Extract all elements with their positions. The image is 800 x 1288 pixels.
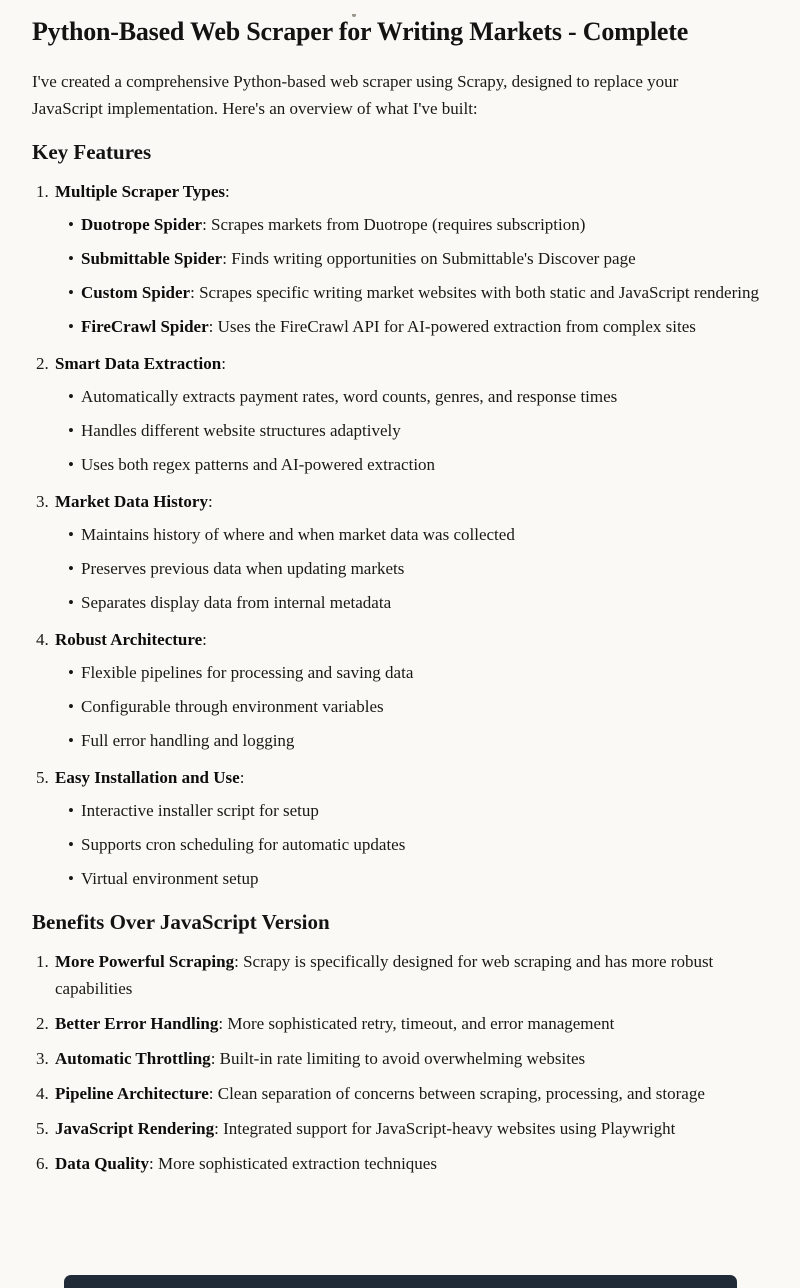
item-number: 4. <box>36 630 49 649</box>
bullet-label: Custom Spider <box>81 283 191 302</box>
item-number: 1. <box>36 952 49 971</box>
item-label: Market Data History <box>55 492 208 511</box>
intro-paragraph: I've created a comprehensive Python-based web scraper using Scrapy, designed to replace your JavaScript implementation. Here's an overview of what I've built: <box>32 72 679 118</box>
numbered-item: 2. Better Error Handling: More sophisticated retry, timeout, and error management <box>55 1010 767 1037</box>
numbered-item: 2. Smart Data Extraction: • Automatically extracts payment rates, word counts, genres, and response times • Handles different website structures adaptively • Uses both regex patterns and AI-powered extraction <box>55 350 767 478</box>
page-title: Python-Based Web Scraper for Writing Markets - Complete <box>32 17 689 46</box>
item-label: Smart Data Extraction <box>55 354 222 373</box>
markdown-response-body <box>0 14 800 1177</box>
item-number: 3. <box>36 1049 49 1068</box>
numbered-list <box>32 948 767 1177</box>
item-number: 3. <box>36 492 49 511</box>
bullet-label: Submittable Spider <box>81 249 223 268</box>
numbered-item: 1. More Powerful Scraping: Scrapy is specifically designed for web scraping and has more robust capabilities <box>55 948 767 1002</box>
bullet-item: • Automatically extracts payment rates, word counts, genres, and response times <box>81 383 767 410</box>
bullet-item: • Uses both regex patterns and AI-powered extraction <box>81 451 767 478</box>
item-number: 2. <box>36 1014 49 1033</box>
bullet-item: • Configurable through environment variables <box>81 693 767 720</box>
item-label: Pipeline Architecture <box>55 1084 209 1103</box>
bullet-item: • Full error handling and logging <box>81 727 767 754</box>
section-heading: Benefits Over JavaScript Version <box>32 910 330 934</box>
numbered-list <box>32 178 767 892</box>
bullet-item: • Virtual environment setup <box>81 865 767 892</box>
bullet-item: • Supports cron scheduling for automatic updates <box>81 831 767 858</box>
bullet-item: • Duotrope Spider: Scrapes markets from Duotrope (requires subscription) <box>81 211 767 238</box>
numbered-item: 3. Automatic Throttling: Built-in rate limiting to avoid overwhelming websites <box>55 1045 767 1072</box>
item-number: 5. <box>36 768 49 787</box>
bullet-label: Duotrope Spider <box>81 215 203 234</box>
bullet-item: • Separates display data from internal metadata <box>81 589 767 616</box>
bullet-list <box>55 211 767 340</box>
bullet-list <box>55 383 767 478</box>
item-label: Robust Architecture <box>55 630 203 649</box>
bullet-label: FireCrawl Spider <box>81 317 209 336</box>
item-number: 2. <box>36 354 49 373</box>
item-label: Multiple Scraper Types <box>55 182 225 201</box>
section-heading: Key Features <box>32 140 152 164</box>
bullet-item: • Handles different website structures adaptively <box>81 417 767 444</box>
numbered-item: 4. Robust Architecture: • Flexible pipelines for processing and saving data • Configurable through environment variables • Full error handling and logging <box>55 626 767 754</box>
item-label: Automatic Throttling <box>55 1049 211 1068</box>
item-number: 6. <box>36 1154 49 1173</box>
numbered-item: 3. Market Data History: • Maintains history of where and when market data was collected • Preserves previous data when updating markets • Separates display data from internal metadata <box>55 488 767 616</box>
numbered-item: 6. Data Quality: More sophisticated extraction techniques <box>55 1150 767 1177</box>
item-label: Easy Installation and Use <box>55 768 240 787</box>
numbered-item: 5. JavaScript Rendering: Integrated support for JavaScript-heavy websites using Playwright <box>55 1115 767 1142</box>
bullet-list <box>55 797 767 892</box>
sections <box>32 139 767 1177</box>
bullet-item: • FireCrawl Spider: Uses the FireCrawl API for AI-powered extraction from complex sites <box>81 313 767 340</box>
numbered-item: 4. Pipeline Architecture: Clean separation of concerns between scraping, processing, and storage <box>55 1080 767 1107</box>
bullet-item: • Preserves previous data when updating markets <box>81 555 767 582</box>
bullet-item: • Interactive installer script for setup <box>81 797 767 824</box>
numbered-item: 1. Multiple Scraper Types: • Duotrope Spider: Scrapes markets from Duotrope (requires subscription) • Submittable Spider: Finds writing opportunities on Submittable's Discover page • Custom Spider: Scrapes specific writing market websites with both static and JavaScript rendering • FireCrawl Spider: Uses the FireCrawl API for AI-powered extraction from complex sites <box>55 178 767 340</box>
item-number: 4. <box>36 1084 49 1103</box>
item-number: 5. <box>36 1119 49 1138</box>
item-label: More Powerful Scraping <box>55 952 235 971</box>
bullet-item: • Custom Spider: Scrapes specific writing market websites with both static and JavaScript rendering <box>81 279 767 306</box>
numbered-item: 5. Easy Installation and Use: • Interactive installer script for setup • Supports cron scheduling for automatic updates • Virtual environment setup <box>55 764 767 892</box>
item-label: Better Error Handling <box>55 1014 219 1033</box>
item-label: Data Quality <box>55 1154 149 1173</box>
bullet-item: • Flexible pipelines for processing and saving data <box>81 659 767 686</box>
item-label: JavaScript Rendering <box>55 1119 215 1138</box>
bullet-list <box>55 521 767 616</box>
bullet-list <box>55 659 767 754</box>
bullet-item: • Submittable Spider: Finds writing opportunities on Submittable's Discover page <box>81 245 767 272</box>
bullet-item: • Maintains history of where and when market data was collected <box>81 521 767 548</box>
item-number: 1. <box>36 182 49 201</box>
code-block-top-edge <box>64 1275 737 1288</box>
